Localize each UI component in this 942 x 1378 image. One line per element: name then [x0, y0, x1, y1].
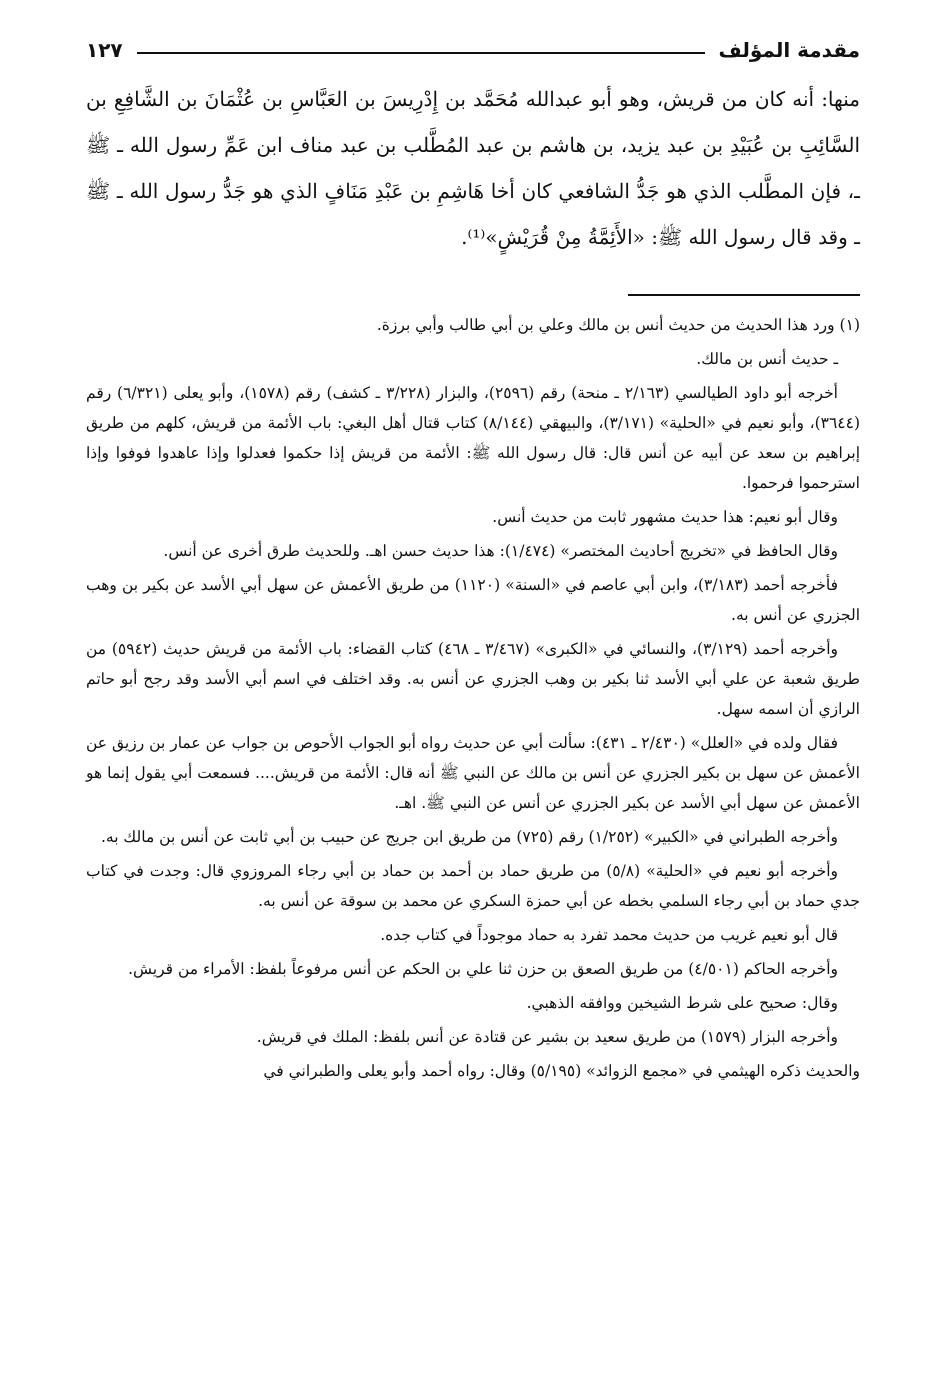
footnote-intro: (١) ورد هذا الحديث من حديث أنس بن مالك وعلي بن أبي طالب وأبي برزة.	[376, 316, 860, 334]
page-header	[86, 34, 860, 66]
footnote-paragraph: وقال: صحيح على شرط الشيخين ووافقه الذهبي.	[526, 994, 838, 1012]
footnote-paragraph: وأخرجه أبو نعيم في «الحلية» (٥/٨) من طريق حماد بن أحمد بن حماد بن أبي رجاء المروزوي قال: وجدت في كتاب جدي حماد بن أبي رجاء السلمي بخطه عن أبي حمزة السكري عن محمد بن سوقة عن أنس به.	[86, 862, 860, 910]
header-rule	[137, 52, 705, 54]
footnote-paragraph: وقال الحافظ في «تخريج أحاديث المختصر» (١/٤٧٤): هذا حديث حسن اهـ. وللحديث طرق أخرى عن أنس.	[163, 542, 838, 560]
footnote-paragraph: أخرجه أبو داود الطيالسي (٢/١٦٣ ـ منحة) رقم (٢٥٩٦)، والبزار (٣/٢٢٨ ـ كشف) رقم (١٥٧٨)، وأبو يعلى (٦/٣٢١) رقم (٣٦٤٤)، وأبو نعيم في «الحلية» (٣/١٧١)، والبيهقي (٨/١٤٤) كتاب قتال أهل البغي: باب الأئمة من قريش، كلهم من طريق إبراهيم بن سعد عن أبيه عن أنس قال: قال رسول الله ﷺ: الأئمة من قريش إذا حكموا فعدلوا وإذا عاهدوا فوفوا وإذا استرحموا فرحموا.	[86, 384, 860, 492]
footnote-paragraph: ـ حديث أنس بن مالك.	[696, 350, 838, 368]
footnote-divider	[628, 294, 860, 296]
footnote-paragraph: والحديث ذكره الهيثمي في «مجمع الزوائد» (٥/١٩٥) وقال: رواه أحمد وأبو يعلى والطبراني في	[263, 1062, 860, 1080]
footnote-paragraph: وأخرجه البزار (١٥٧٩) من طريق سعيد بن بشير عن قتادة عن أنس بلفظ: الملك في قريش.	[256, 1028, 838, 1046]
footnote-paragraph: وقال أبو نعيم: هذا حديث مشهور ثابت من حديث أنس.	[492, 508, 838, 526]
footnote-paragraph: وأخرجه أحمد (٣/١٢٩)، والنسائي في «الكبرى» (٣/٤٦٧ ـ ٤٦٨) كتاب القضاء: باب الأئمة من قريش حديث (٥٩٤٢) من طريق شعبة عن علي أبي الأسد ثنا بكير بن وهب الجزري عن أنس به. وقد اختلف في اسم أبي الأسد وقد رجح أبو حاتم الرازي أن اسمه سهل.	[86, 640, 860, 718]
footnote-paragraph: وأخرجه الطبراني في «الكبير» (١/٢٥٢) رقم (٧٢٥) من طريق ابن جريج عن حبيب بن أبي ثابت عن أنس بن مالك به.	[100, 828, 838, 846]
page-number: ١٢٧	[86, 38, 123, 62]
main-paragraph: منها: أنه كان من قريش، وهو أبو عبدالله مُحَمَّد بن إِدْرِيسَ بن العَبَّاسِ بن عُثْمَانَ بن الشَّافِعِ بن السَّائِبِ بن عُبَيْدِ بن عبد يزيد، بن هاشم بن عبد المُطَّلب بن عبد مناف ابن عَمِّ رسول الله ـ ﷺ ـ، فإن المطَّلب الذي هو جَدُّ الشافعي كان أخا هَاشِمِ بن عَبْدِ مَنَافٍ الذي هو جَدُّ رسول الله ـ ﷺ ـ وقد قال رسول الله ﷺ: «الأَئِمَّةُ مِنْ قُرَيْشٍ»⁽¹⁾.	[86, 87, 860, 249]
running-title: مقدمة المؤلف	[718, 38, 860, 62]
footnote-paragraph: فقال ولده في «العلل» (٢/٤٣٠ ـ ٤٣١): سألت أبي عن حديث رواه أبو الجواب الأحوص بن جواب عن عمار بن رزيق عن الأعمش عن سهل بن بكير الجزري عن أنس بن مالك عن النبي ﷺ أنه قال: الأئمة من قريش.... فسمعت أبي يقول إنما هو الأعمش عن سهل أبي الأسد عن بكير الجزري عن أنس عن النبي ﷺ. اهـ.	[86, 734, 860, 812]
main-text	[86, 76, 860, 260]
footnote-paragraph: فأخرجه أحمد (٣/١٨٣)، وابن أبي عاصم في «السنة» (١١٢٠) من طريق الأعمش عن سهل أبي الأسد عن بكير بن وهب الجزري عن أنس به.	[86, 576, 860, 624]
footnote-paragraph: وأخرجه الحاكم (٤/٥٠١) من طريق الصعق بن حزن ثنا علي بن الحكم عن أنس مرفوعاً بلفظ: الأمراء من قريش.	[128, 960, 838, 978]
footnote-paragraph: قال أبو نعيم غريب من حديث محمد تفرد به حماد موجوداً في كتاب جده.	[380, 926, 838, 944]
footnotes	[86, 310, 860, 1086]
